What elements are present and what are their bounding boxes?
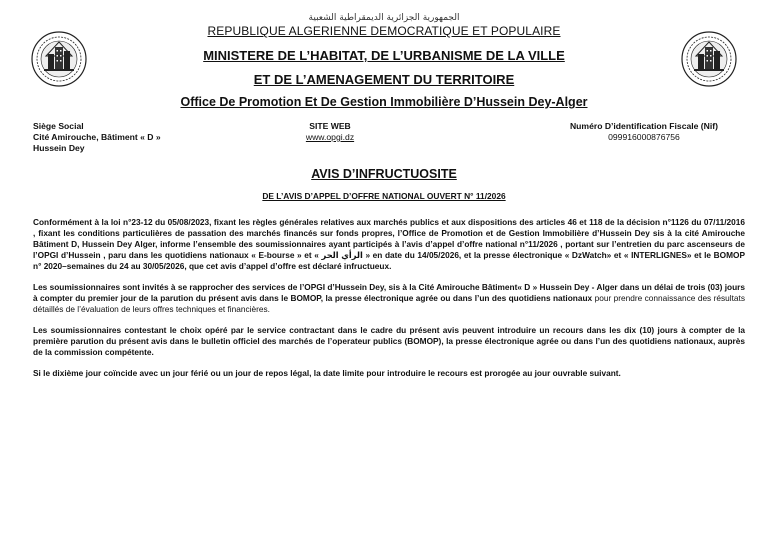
paragraph-3: Les soumissionnaires contestant le choix opéré par le service contractant dans le cadre du présent avis peuvent introduire un recours dans les dix (10) jours à compter de la première parution du présent avis dans le bulletin officiel des marchés de l’operateur publics (BOMOP), la presse électronique agrée ou dans l’un des quotidiens nationaux, auprès de la commission compétente.: [33, 325, 745, 357]
notice-body: [33, 217, 745, 389]
nif-value: 099916000876756: [608, 132, 680, 142]
head-office-block: [33, 121, 161, 154]
nif-label: Numéro D’identification Fiscale (Nif): [569, 121, 718, 131]
paragraph-2-bold: Les soumissionnaires sont invités à se rapprocher des services de l’OPGI d’Hussein Dey, sis à la Cité Amirouche Bâtiment« D » Hussein Dey - Alger dans un délai de trois (03) jours à compter du premier jour de la parution du présent avis dans le BOMOP, la presse électronique agrée ou dans l’un des quotidiens nationaux: [33, 282, 745, 303]
ministry-line-1: MINISTERE DE L’HABITAT, DE L’URBANISME DE LA VILLE: [203, 48, 565, 63]
republic-line: REPUBLIQUE ALGERIENNE DEMOCRATIQUE ET POPULAIRE: [207, 24, 561, 38]
paragraph-2: [33, 282, 745, 315]
opgi-logo-icon: [30, 30, 88, 88]
website-block: [294, 121, 366, 143]
seat-label: Siège Social: [33, 121, 84, 131]
seat-address-1: Cité Amirouche, Bâtiment « D »: [33, 132, 161, 142]
opgi-logo-icon: [680, 30, 738, 88]
notice-title: AVIS D’INFRUCTUOSITE: [311, 167, 457, 181]
seat-address-2: Hussein Dey: [33, 143, 85, 153]
paragraph-1: Conformément à la loi n°23-12 du 05/08/2023, fixant les règles générales relatives aux marchés publics et aux dispositions des articles 46 et 118 de la décision n°1126 du 07/11/2016 , fixant les conditions particulières de passation des marchés financés sur fonds propres, l’Office de Promotion et de Gestion Immobilière d’Hussein Dey sis à la cité Amirouche Bâtiment D, Hussein Dey Alger, informe l’ensemble des soumissionnaires ayant participés à l’avis d’appel d’offre national n°11/2026 , portant sur l’entretien du parc ascenseurs de l’OPGI d’Hussein , paru dans les quotidiens nationaux « E-bourse » et « الرأي الحر » en date du 14/05/2026, et la presse électronique « DzWatch» et « INTERLIGNES» et le BOMOP n° 2020–semaines du 24 au 30/05/2026, que cet avis d’appel d’offre est déclaré infructueux.: [33, 217, 746, 271]
office-name: Office De Promotion Et De Gestion Immobilière D’Hussein Dey-Alger: [180, 95, 588, 109]
notice-subtitle: DE L’AVIS D’APPEL D’OFFRE NATIONAL OUVERT N° 11/2026: [262, 191, 506, 201]
tax-id-block: [570, 121, 718, 143]
arabic-republic-line: الجمهورية الجزائرية الديمقراطية الشعبية: [308, 13, 460, 23]
paragraph-2-plain: pour prendre connaissance des résultats détaillés de l’évaluation de leurs offres techniques et financières.: [33, 293, 745, 314]
paragraph-4: Si le dixième jour coïncide avec un jour férié ou un jour de repos légal, la date limite pour introduire le recours est prorogée au jour ouvrable suivant.: [33, 368, 621, 378]
web-url-link[interactable]: www.opgi.dz: [305, 132, 355, 142]
web-label: SITE WEB: [309, 121, 351, 131]
ministry-line-2: ET DE L’AMENAGEMENT DU TERRITOIRE: [253, 72, 515, 87]
